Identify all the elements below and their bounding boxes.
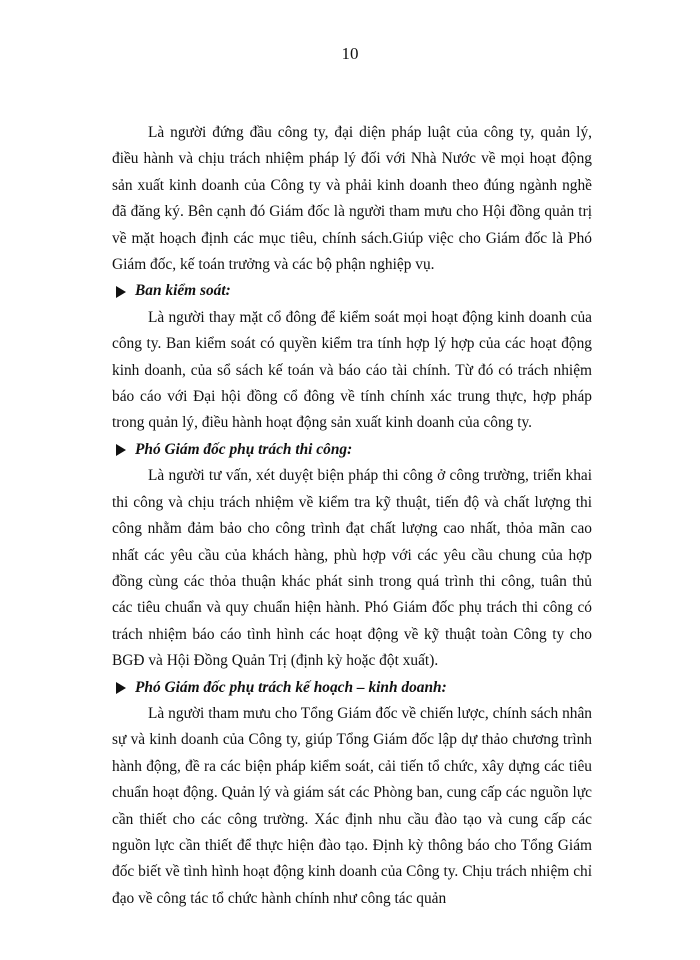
arrow-bullet-icon bbox=[116, 444, 126, 456]
section-heading-deputy-planning bbox=[116, 675, 596, 701]
section-heading-label: Ban kiểm soát: bbox=[135, 282, 231, 300]
arrow-bullet-icon bbox=[116, 682, 126, 694]
section-heading-label: Phó Giám đốc phụ trách thi công: bbox=[135, 440, 353, 458]
arrow-bullet-icon bbox=[116, 286, 126, 298]
page-number: 10 bbox=[341, 44, 359, 63]
document-body bbox=[112, 120, 592, 912]
section-heading-label: Phó Giám đốc phụ trách kế hoạch – kinh doanh: bbox=[135, 678, 447, 696]
supervisory-paragraph: Là người thay mặt cổ đông để kiểm soát mọi hoạt động kinh doanh của công ty. Ban kiểm soát có quyền kiểm tra tính hợp lý hợp của các hoạt động kinh doanh, của sổ sách kế toán và báo cáo tài chính. Từ đó có trách nhiệm báo cáo với Đại hội đồng cổ đông về tính chính xác trung thực, hợp pháp trong quản lý, điều hành hoạt động sản xuất kinh doanh của công ty. bbox=[112, 308, 592, 432]
deputy-planning-paragraph: Là người tham mưu cho Tổng Giám đốc về chiến lược, chính sách nhân sự và kinh doanh của Công ty, giúp Tổng Giám đốc lập dự thảo chương trình hành động, đề ra các biện pháp kiểm soát, cải tiến tổ chức, xây dựng các tiêu chuẩn hoạt động. Quản lý và giám sát các Phòng ban, cung cấp các nguồn lực cần thiết cho các công trường. Xác định nhu cầu đào tạo và cung cấp các nguồn lực cần thiết để thực hiện đào tạo. Định kỳ thông báo cho Tổng Giám đốc biết về tình hình hoạt động kinh doanh của Công ty. Chịu trách nhiệm chỉ đạo về công tác tổ chức hành chính như công tác quản bbox=[112, 704, 592, 907]
intro-paragraph: Là người đứng đầu công ty, đại diện pháp luật của công ty, quản lý, điều hành và chịu trách nhiệm pháp lý đối với Nhà Nước về mọi hoạt động sản xuất kinh doanh của Công ty và phải kinh doanh theo đúng ngành nghề đã đăng ký. Bên cạnh đó Giám đốc là người tham mưu cho Hội đồng quản trị về mặt hoạch định các mục tiêu, chính sách.Giúp việc cho Giám đốc là Phó Giám đốc, kế toán trưởng và các bộ phận nghiệp vụ. bbox=[112, 124, 592, 274]
section-heading-supervisory bbox=[116, 278, 596, 304]
section-heading-deputy-construction bbox=[116, 437, 596, 463]
deputy-construction-paragraph: Là người tư vấn, xét duyệt biện pháp thi công ở công trường, triển khai thi công và chịu trách nhiệm về kiểm tra kỹ thuật, tiến độ và chất lượng thi công nhằm đảm bảo cho công trình đạt chất lượng cao nhất, thỏa mãn cao nhất các yêu cầu của khách hàng, phù hợp với các yêu cầu chung của hợp đồng cùng các thỏa thuận khác phát sinh trong quá trình thi công, tuân thủ các tiêu chuẩn và quy chuẩn hiện hành. Phó Giám đốc phụ trách thi công có trách nhiệm báo cáo tình hình các hoạt động về kỹ thuật toàn Công ty cho BGĐ và Hội Đồng Quản Trị (định kỳ hoặc đột xuất). bbox=[112, 467, 592, 670]
